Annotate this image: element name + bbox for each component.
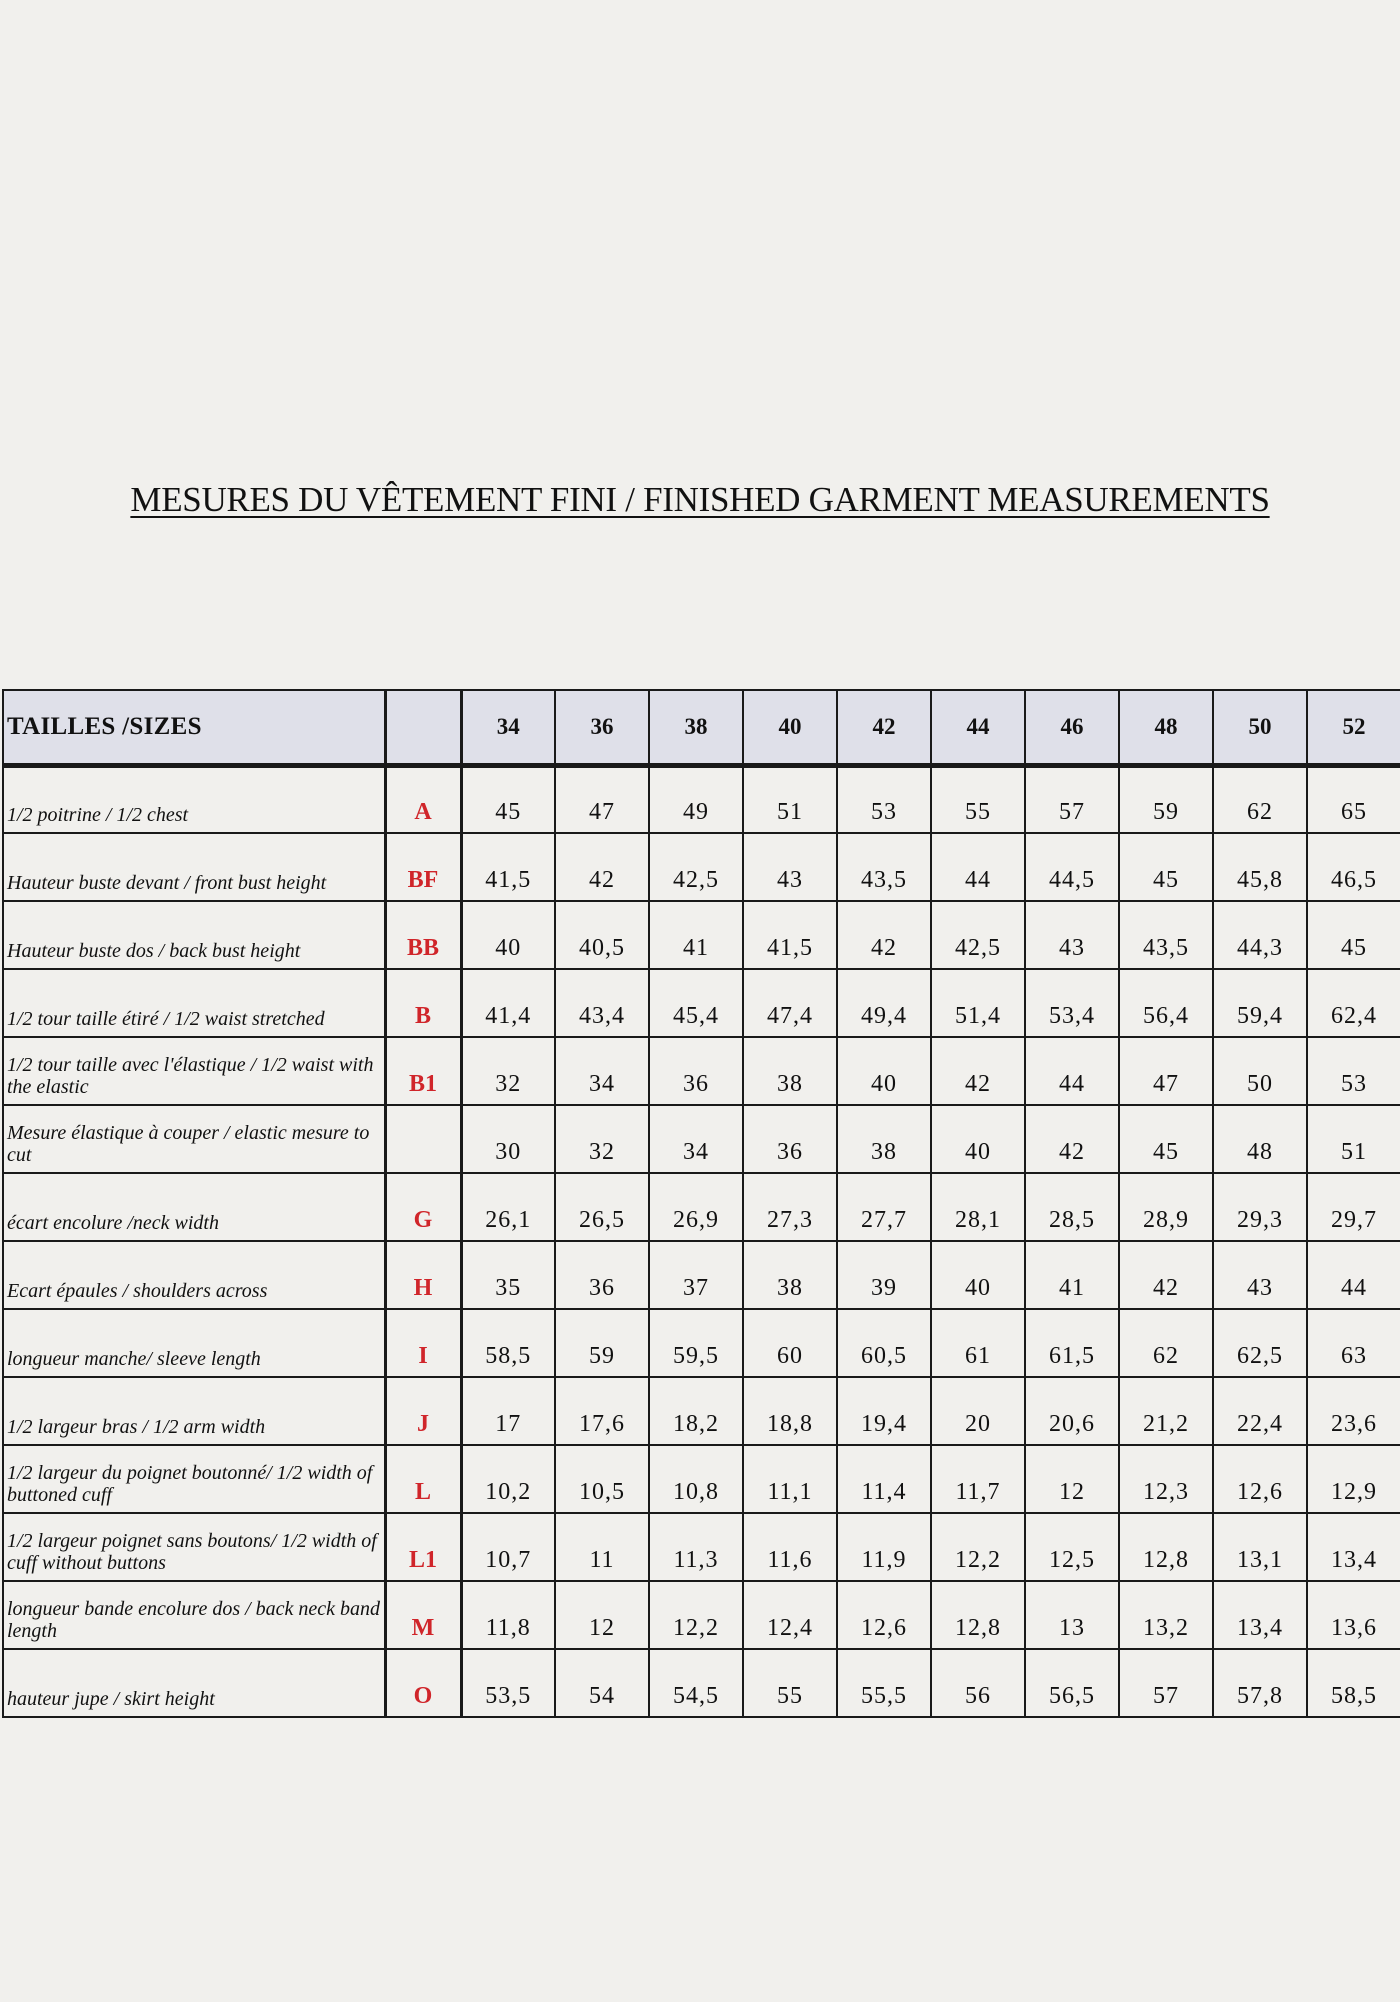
measurement-value: 46,5 (1307, 833, 1400, 901)
measurement-label: longueur manche/ sleeve length (3, 1309, 385, 1377)
measurements-table (2, 689, 1400, 1718)
measurement-value: 28,9 (1119, 1173, 1213, 1241)
measurement-value: 37 (649, 1241, 743, 1309)
measurement-value: 44,5 (1025, 833, 1119, 901)
measurement-value: 11 (555, 1513, 649, 1581)
measurement-value: 45 (1307, 901, 1400, 969)
page-title: MESURES DU VÊTEMENT FINI / FINISHED GARMENT MEASUREMENTS (130, 480, 1270, 519)
measurement-value: 42 (837, 901, 931, 969)
measurement-value: 28,1 (931, 1173, 1025, 1241)
measurement-value: 12 (1025, 1445, 1119, 1513)
measurement-value: 36 (555, 1241, 649, 1309)
measurement-label: Mesure élastique à couper / elastic mesure to cut (3, 1105, 385, 1173)
size-header: 38 (649, 690, 743, 766)
measurement-value: 43,4 (555, 969, 649, 1037)
measurement-value: 13,4 (1307, 1513, 1400, 1581)
measurement-value: 44 (1025, 1037, 1119, 1105)
size-header: 50 (1213, 690, 1307, 766)
measurement-code: O (385, 1649, 461, 1717)
measurement-value: 53,5 (461, 1649, 555, 1717)
measurement-value: 18,2 (649, 1377, 743, 1445)
table-row (3, 1513, 1400, 1581)
measurement-value: 59,5 (649, 1309, 743, 1377)
measurement-value: 54 (555, 1649, 649, 1717)
measurement-value: 49 (649, 766, 743, 834)
measurement-value: 40 (837, 1037, 931, 1105)
measurement-value: 26,1 (461, 1173, 555, 1241)
measurement-label: 1/2 poitrine / 1/2 chest (3, 766, 385, 834)
measurement-value: 36 (649, 1037, 743, 1105)
measurement-code: H (385, 1241, 461, 1309)
measurement-value: 20,6 (1025, 1377, 1119, 1445)
measurement-value: 22,4 (1213, 1377, 1307, 1445)
size-header: 46 (1025, 690, 1119, 766)
size-header: 52 (1307, 690, 1400, 766)
measurement-value: 30 (461, 1105, 555, 1173)
measurement-value: 29,7 (1307, 1173, 1400, 1241)
measurement-value: 44 (931, 833, 1025, 901)
measurement-code: G (385, 1173, 461, 1241)
measurement-label: hauteur jupe / skirt height (3, 1649, 385, 1717)
measurement-value: 26,9 (649, 1173, 743, 1241)
table-row (3, 1581, 1400, 1649)
measurement-value: 40 (931, 1241, 1025, 1309)
measurement-value: 48 (1213, 1105, 1307, 1173)
measurement-value: 10,2 (461, 1445, 555, 1513)
size-header: 48 (1119, 690, 1213, 766)
table-row (3, 901, 1400, 969)
measurement-value: 41,5 (461, 833, 555, 901)
size-header: 36 (555, 690, 649, 766)
measurement-value: 44 (1307, 1241, 1400, 1309)
measurement-label: Ecart épaules / shoulders across (3, 1241, 385, 1309)
measurement-value: 13,2 (1119, 1581, 1213, 1649)
table-row (3, 1649, 1400, 1717)
measurement-label: Hauteur buste dos / back bust height (3, 901, 385, 969)
measurement-code: I (385, 1309, 461, 1377)
measurement-value: 11,1 (743, 1445, 837, 1513)
measurement-code: B (385, 969, 461, 1037)
measurement-value: 53 (1307, 1037, 1400, 1105)
measurement-value: 11,9 (837, 1513, 931, 1581)
measurement-value: 13 (1025, 1581, 1119, 1649)
measurement-label: 1/2 tour taille avec l'élastique / 1/2 waist with the elastic (3, 1037, 385, 1105)
measurement-value: 58,5 (1307, 1649, 1400, 1717)
table-row (3, 1309, 1400, 1377)
measurement-value: 13,4 (1213, 1581, 1307, 1649)
measurement-value: 45 (1119, 1105, 1213, 1173)
measurement-code: B1 (385, 1037, 461, 1105)
table-row (3, 766, 1400, 834)
measurement-code: A (385, 766, 461, 834)
measurement-label: 1/2 largeur poignet sans boutons/ 1/2 width of cuff without buttons (3, 1513, 385, 1581)
measurement-value: 61,5 (1025, 1309, 1119, 1377)
measurement-value: 59 (555, 1309, 649, 1377)
measurement-value: 13,1 (1213, 1513, 1307, 1581)
measurement-value: 49,4 (837, 969, 931, 1037)
header-row (3, 690, 1400, 766)
measurement-value: 12,3 (1119, 1445, 1213, 1513)
measurement-value: 41,5 (743, 901, 837, 969)
measurement-value: 57 (1025, 766, 1119, 834)
measurement-value: 41,4 (461, 969, 555, 1037)
measurement-value: 61 (931, 1309, 1025, 1377)
measurement-value: 54,5 (649, 1649, 743, 1717)
table-row (3, 969, 1400, 1037)
measurement-value: 27,3 (743, 1173, 837, 1241)
measurement-value: 65 (1307, 766, 1400, 834)
measurement-value: 57 (1119, 1649, 1213, 1717)
measurement-value: 62 (1213, 766, 1307, 834)
measurement-value: 41 (1025, 1241, 1119, 1309)
code-header (385, 690, 461, 766)
measurement-value: 11,7 (931, 1445, 1025, 1513)
measurement-value: 55 (931, 766, 1025, 834)
measurement-code: BB (385, 901, 461, 969)
measurement-label: 1/2 largeur du poignet boutonné/ 1/2 width of buttoned cuff (3, 1445, 385, 1513)
measurement-value: 42,5 (649, 833, 743, 901)
measurement-value: 58,5 (461, 1309, 555, 1377)
measurement-value: 12,6 (837, 1581, 931, 1649)
measurement-value: 42 (555, 833, 649, 901)
measurement-value: 12,4 (743, 1581, 837, 1649)
measurement-value: 45 (1119, 833, 1213, 901)
measurement-value: 12,5 (1025, 1513, 1119, 1581)
measurement-value: 43,5 (1119, 901, 1213, 969)
measurement-value: 21,2 (1119, 1377, 1213, 1445)
measurement-value: 59 (1119, 766, 1213, 834)
measurement-value: 38 (837, 1105, 931, 1173)
measurement-value: 62,5 (1213, 1309, 1307, 1377)
measurement-value: 47,4 (743, 969, 837, 1037)
measurement-value: 55,5 (837, 1649, 931, 1717)
size-header: 44 (931, 690, 1025, 766)
measurement-code: BF (385, 833, 461, 901)
measurement-value: 42,5 (931, 901, 1025, 969)
measurement-value: 27,7 (837, 1173, 931, 1241)
measurement-value: 60 (743, 1309, 837, 1377)
measurement-value: 36 (743, 1105, 837, 1173)
size-header: 40 (743, 690, 837, 766)
measurement-value: 34 (555, 1037, 649, 1105)
measurement-value: 19,4 (837, 1377, 931, 1445)
measurement-value: 17,6 (555, 1377, 649, 1445)
measurement-value: 62 (1119, 1309, 1213, 1377)
measurement-value: 40 (931, 1105, 1025, 1173)
measurement-value: 41 (649, 901, 743, 969)
measurement-code: L1 (385, 1513, 461, 1581)
measurement-value: 11,3 (649, 1513, 743, 1581)
measurement-value: 29,3 (1213, 1173, 1307, 1241)
measurement-value: 53,4 (1025, 969, 1119, 1037)
table-row (3, 1445, 1400, 1513)
measurement-value: 56,5 (1025, 1649, 1119, 1717)
measurement-value: 42 (1119, 1241, 1213, 1309)
measurement-value: 40,5 (555, 901, 649, 969)
measurement-value: 26,5 (555, 1173, 649, 1241)
measurement-value: 12 (555, 1581, 649, 1649)
measurement-value: 43,5 (837, 833, 931, 901)
measurement-value: 53 (837, 766, 931, 834)
sizes-header-label: TAILLES /SIZES (3, 690, 385, 766)
measurement-value: 43 (1025, 901, 1119, 969)
measurement-value: 10,8 (649, 1445, 743, 1513)
measurement-value: 51 (743, 766, 837, 834)
measurement-value: 43 (743, 833, 837, 901)
measurement-value: 12,2 (931, 1513, 1025, 1581)
measurement-code: L (385, 1445, 461, 1513)
measurement-value: 11,4 (837, 1445, 931, 1513)
measurement-value: 51,4 (931, 969, 1025, 1037)
measurement-value: 32 (461, 1037, 555, 1105)
measurement-value: 40 (461, 901, 555, 969)
measurement-value: 13,6 (1307, 1581, 1400, 1649)
measurement-value: 45,8 (1213, 833, 1307, 901)
measurement-value: 10,5 (555, 1445, 649, 1513)
measurement-value: 32 (555, 1105, 649, 1173)
measurement-value: 38 (743, 1241, 837, 1309)
measurement-value: 47 (1119, 1037, 1213, 1105)
measurement-value: 28,5 (1025, 1173, 1119, 1241)
measurement-value: 12,8 (931, 1581, 1025, 1649)
measurement-code: M (385, 1581, 461, 1649)
measurement-label: 1/2 largeur bras / 1/2 arm width (3, 1377, 385, 1445)
measurement-value: 56,4 (1119, 969, 1213, 1037)
measurement-value: 42 (1025, 1105, 1119, 1173)
table-row (3, 1037, 1400, 1105)
measurement-value: 45,4 (649, 969, 743, 1037)
measurement-value: 62,4 (1307, 969, 1400, 1037)
measurement-value: 12,6 (1213, 1445, 1307, 1513)
measurement-value: 34 (649, 1105, 743, 1173)
table-row (3, 1377, 1400, 1445)
measurement-label: 1/2 tour taille étiré / 1/2 waist stretched (3, 969, 385, 1037)
measurement-value: 17 (461, 1377, 555, 1445)
table-row (3, 1173, 1400, 1241)
measurement-value: 11,6 (743, 1513, 837, 1581)
measurement-value: 51 (1307, 1105, 1400, 1173)
measurement-value: 12,2 (649, 1581, 743, 1649)
measurement-value: 12,9 (1307, 1445, 1400, 1513)
measurement-value: 23,6 (1307, 1377, 1400, 1445)
measurement-label: longueur bande encolure dos / back neck band length (3, 1581, 385, 1649)
measurement-value: 39 (837, 1241, 931, 1309)
measurement-value: 50 (1213, 1037, 1307, 1105)
measurement-value: 57,8 (1213, 1649, 1307, 1717)
measurement-value: 11,8 (461, 1581, 555, 1649)
measurement-value: 63 (1307, 1309, 1400, 1377)
table-row (3, 1241, 1400, 1309)
measurement-value: 35 (461, 1241, 555, 1309)
measurement-value: 10,7 (461, 1513, 555, 1581)
measurement-value: 12,8 (1119, 1513, 1213, 1581)
measurement-value: 55 (743, 1649, 837, 1717)
measurement-label: écart encolure /neck width (3, 1173, 385, 1241)
table-row (3, 833, 1400, 901)
table-body (3, 766, 1400, 1718)
size-header: 34 (461, 690, 555, 766)
measurement-code: J (385, 1377, 461, 1445)
measurement-value: 44,3 (1213, 901, 1307, 969)
measurement-label: Hauteur buste devant / front bust height (3, 833, 385, 901)
measurement-value: 20 (931, 1377, 1025, 1445)
measurement-value: 38 (743, 1037, 837, 1105)
measurement-code (385, 1105, 461, 1173)
measurement-value: 59,4 (1213, 969, 1307, 1037)
table-row (3, 1105, 1400, 1173)
measurement-value: 45 (461, 766, 555, 834)
measurement-value: 47 (555, 766, 649, 834)
measurement-value: 60,5 (837, 1309, 931, 1377)
measurement-value: 42 (931, 1037, 1025, 1105)
measurement-value: 18,8 (743, 1377, 837, 1445)
measurement-value: 43 (1213, 1241, 1307, 1309)
measurement-value: 56 (931, 1649, 1025, 1717)
size-header: 42 (837, 690, 931, 766)
